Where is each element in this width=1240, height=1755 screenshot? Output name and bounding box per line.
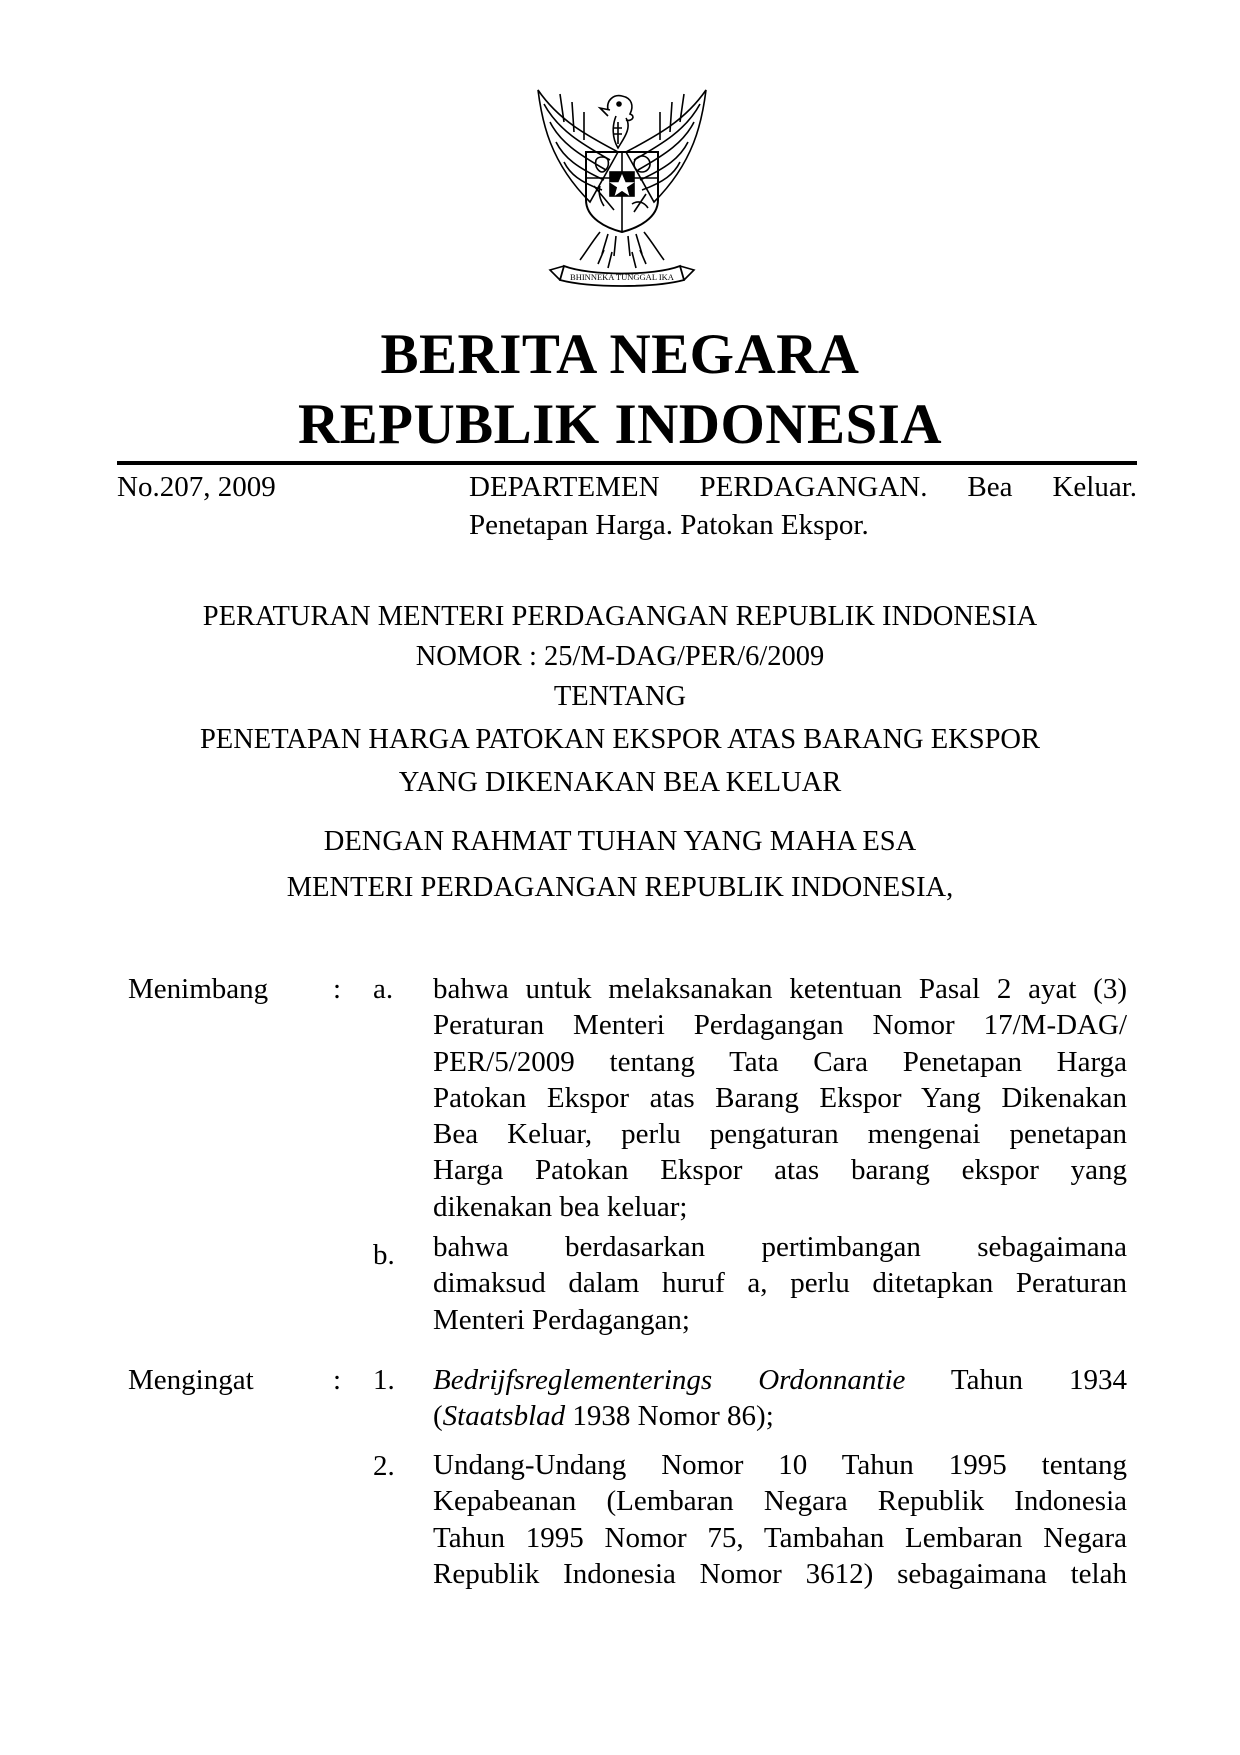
mengingat-item-2 [433, 1447, 1127, 1592]
regulation-title-line1: PERATURAN MENTERI PERDAGANGAN REPUBLIK INDONESIA [202, 601, 1038, 632]
regulation-tentang: TENTANG [553, 681, 687, 712]
text-line: Kepabeanan (Lembaran Negara Republik Indonesia [433, 1485, 1127, 1518]
regulation-subject-line1: PENETAPAN HARGA PATOKAN EKSPOR ATAS BARANG EKSPOR [199, 724, 1041, 755]
text-line: Tahun 1995 Nomor 75, Tambahan Lembaran Negara [433, 1521, 1127, 1554]
text-line: dimaksud dalam huruf a, perlu ditetapkan Peraturan [433, 1267, 1127, 1300]
text-line: Peraturan Menteri Perdagangan Nomor 17/M-DAG/ [433, 1009, 1127, 1042]
text-line: Patokan Ekspor atas Barang Ekspor Yang Dikenakan [433, 1081, 1127, 1114]
text-line [433, 1398, 1127, 1434]
text: ( [433, 1400, 443, 1433]
mengingat-label: Mengingat [128, 1364, 254, 1396]
garuda-emblem-icon [520, 82, 724, 290]
menimbang-item-b-marker: b. [373, 1239, 395, 1271]
text-line: Bea Keluar, perlu pengaturan mengenai penetapan [433, 1118, 1127, 1151]
text-line: bahwa untuk melaksanakan ketentuan Pasal 2 ayat (3) [433, 973, 1127, 1005]
text-line: bahwa berdasarkan pertimbangan sebagaimana [433, 1231, 1127, 1263]
menimbang-item-a [433, 971, 1127, 1225]
gazette-number: No.207, 2009 [117, 471, 276, 503]
regulation-number: NOMOR : 25/M-DAG/PER/6/2009 [415, 641, 825, 672]
text-line: Menteri Perdagangan; [433, 1303, 690, 1336]
text: Tahun 1934 [905, 1364, 1127, 1396]
menimbang-colon: : [333, 973, 342, 1005]
masthead-title-line2: REPUBLIK INDONESIA [297, 393, 943, 456]
regulation-subject-line2: YANG DIKENAKAN BEA KELUAR [398, 767, 842, 798]
mengingat-item-2-marker: 2. [373, 1450, 395, 1482]
text-line: Harga Patokan Ekspor atas barang ekspor yang [433, 1154, 1127, 1187]
invocation-line2: MENTERI PERDAGANGAN REPUBLIK INDONESIA, [286, 872, 954, 903]
masthead-rule [117, 461, 1137, 465]
text-line: PER/5/2009 tentang Tata Cara Penetapan Harga [433, 1045, 1127, 1078]
italic-text: Staatsblad [442, 1400, 566, 1433]
menimbang-item-a-marker: a. [373, 973, 394, 1005]
text-line [433, 1362, 1127, 1398]
text-line: Undang-Undang Nomor 10 Tahun 1995 tentang [433, 1449, 1127, 1481]
mengingat-item-1-marker: 1. [373, 1364, 395, 1396]
italic-text: Bedrijfsreglementerings Ordonnantie [433, 1364, 906, 1396]
text-line: dikenakan bea keluar; [433, 1190, 688, 1223]
menimbang-label: Menimbang [128, 973, 269, 1005]
gazette-subject-line1: DEPARTEMEN PERDAGANGAN. Bea Keluar. [469, 471, 1137, 503]
text-line: Republik Indonesia Nomor 3612) sebagaimana telah [433, 1557, 1127, 1590]
menimbang-item-b [433, 1229, 1127, 1338]
emblem-motto: BHINNEKA TUNGGAL IKA [570, 272, 674, 282]
text: 1938 Nomor 86); [565, 1400, 774, 1433]
mengingat-colon: : [333, 1364, 342, 1396]
mengingat-item-1 [433, 1362, 1127, 1435]
masthead-title-line1: BERITA NEGARA [380, 323, 860, 386]
invocation-line1: DENGAN RAHMAT TUHAN YANG MAHA ESA [323, 826, 917, 857]
gazette-subject-line2: Penetapan Harga. Patokan Ekspor. [469, 509, 869, 541]
